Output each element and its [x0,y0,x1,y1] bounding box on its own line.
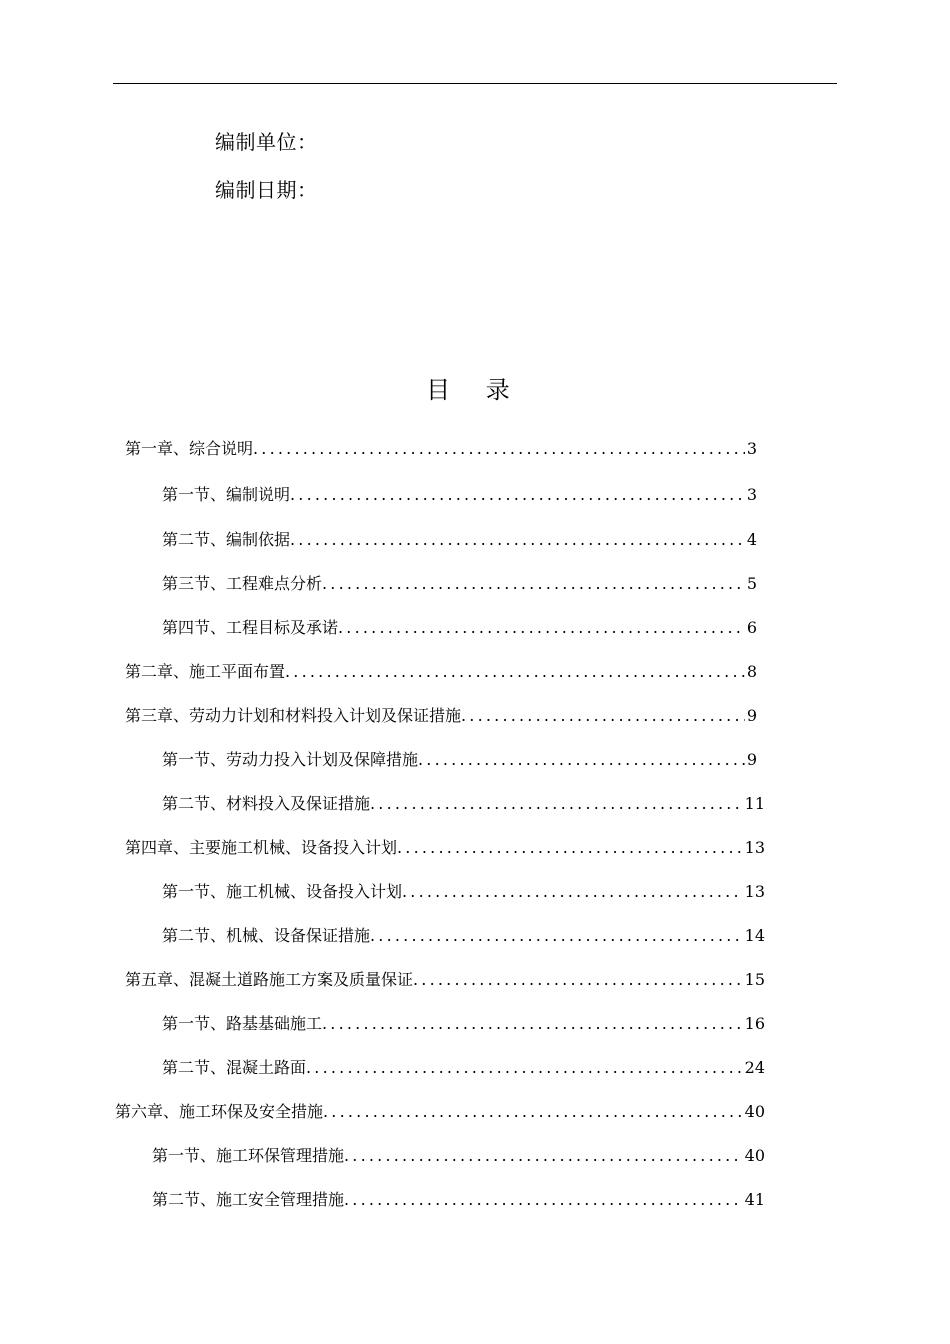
toc-entry-label: 第一节、路基基础施工 [162,1014,323,1033]
toc-leader-dots [402,882,743,902]
toc-title: 目 录 [426,376,524,404]
toc-leader-dots [344,1190,743,1210]
toc-entry-label: 第一节、劳动力投入计划及保障措施 [162,750,419,769]
toc-entry-label: 第五章、混凝土道路施工方案及质量保证 [125,970,414,989]
toc-entry-page: 16 [744,1014,765,1033]
toc-entry-label: 第二节、编制依据 [162,530,291,549]
toc-entry-label: 第六章、施工环保及安全措施 [115,1102,324,1121]
toc-entry-label: 第四节、工程目标及承诺 [162,618,339,637]
date-label: 编制日期： [215,178,318,202]
toc-entry[interactable] [115,1102,765,1122]
toc-entry-label: 第一节、施工环保管理措施 [152,1146,345,1165]
toc-leader-dots [322,1014,743,1034]
toc-entry-page: 15 [744,970,765,989]
toc-entry[interactable] [152,1190,765,1210]
toc-entry[interactable] [152,1146,765,1166]
toc-leader-dots [413,970,743,990]
toc-leader-dots [370,794,743,814]
toc-leader-dots [290,485,745,505]
toc-leader-dots [323,1102,743,1122]
toc-entry[interactable] [125,662,757,682]
toc-leader-dots [418,750,745,770]
toc-entry-page: 24 [744,1058,765,1077]
toc-entry-page: 11 [744,794,765,813]
toc-leader-dots [290,530,745,550]
toc-entry[interactable] [162,794,765,814]
toc-entry-page: 9 [746,706,757,725]
toc-entry[interactable] [125,970,765,990]
toc-entry-page: 13 [744,882,765,901]
toc-entry[interactable] [162,1014,765,1034]
toc-entry-page: 40 [744,1146,765,1165]
toc-leader-dots [338,618,745,638]
toc-entry[interactable] [125,439,757,459]
toc-entry-label: 第三章、劳动力计划和材料投入计划及保证措施 [125,706,462,725]
toc-entry-label: 第四章、主要施工机械、设备投入计划 [125,838,398,857]
toc-entry[interactable] [162,1058,765,1078]
toc-entry-page: 8 [746,662,757,681]
toc-entry-page: 3 [746,485,757,504]
toc-entry-label: 第二节、机械、设备保证措施 [162,926,371,945]
toc-entry-label: 第二节、材料投入及保证措施 [162,794,371,813]
toc-leader-dots [322,574,745,594]
toc-entry-page: 41 [744,1190,765,1209]
toc-entry-label: 第二节、混凝土路面 [162,1058,307,1077]
toc-entry-label: 第一章、综合说明 [125,439,254,458]
toc-entry[interactable] [162,574,757,594]
toc-entry-label: 第一节、施工机械、设备投入计划 [162,882,403,901]
toc-entry-page: 14 [744,926,765,945]
toc-entry[interactable] [162,926,765,946]
toc-entry-page: 6 [746,618,757,637]
toc-entry-label: 第二章、施工平面布置 [125,662,286,681]
toc-entry[interactable] [125,706,757,726]
toc-leader-dots [344,1146,743,1166]
header-rule [113,83,837,84]
toc-entry-page: 9 [746,750,757,769]
toc-entry[interactable] [162,750,757,770]
toc-leader-dots [397,838,743,858]
toc-entry[interactable] [162,618,757,638]
toc-entry-page: 3 [746,439,757,458]
org-label: 编制单位： [215,130,318,154]
toc-entry-page: 5 [746,574,757,593]
toc-leader-dots [285,662,745,682]
toc-entry-page: 4 [746,530,757,549]
toc-leader-dots [370,926,743,946]
toc-entry[interactable] [162,882,765,902]
toc-leader-dots [306,1058,743,1078]
toc-entry[interactable] [162,485,757,505]
toc-entry[interactable] [125,838,765,858]
toc-entry-page: 40 [744,1102,765,1121]
toc-entry-label: 第二节、施工安全管理措施 [152,1190,345,1209]
toc-leader-dots [461,706,745,726]
toc-entry[interactable] [162,530,757,550]
toc-leader-dots [253,439,745,459]
toc-entry-label: 第一节、编制说明 [162,485,291,504]
toc-entry-label: 第三节、工程难点分析 [162,574,323,593]
toc-entry-page: 13 [744,838,765,857]
